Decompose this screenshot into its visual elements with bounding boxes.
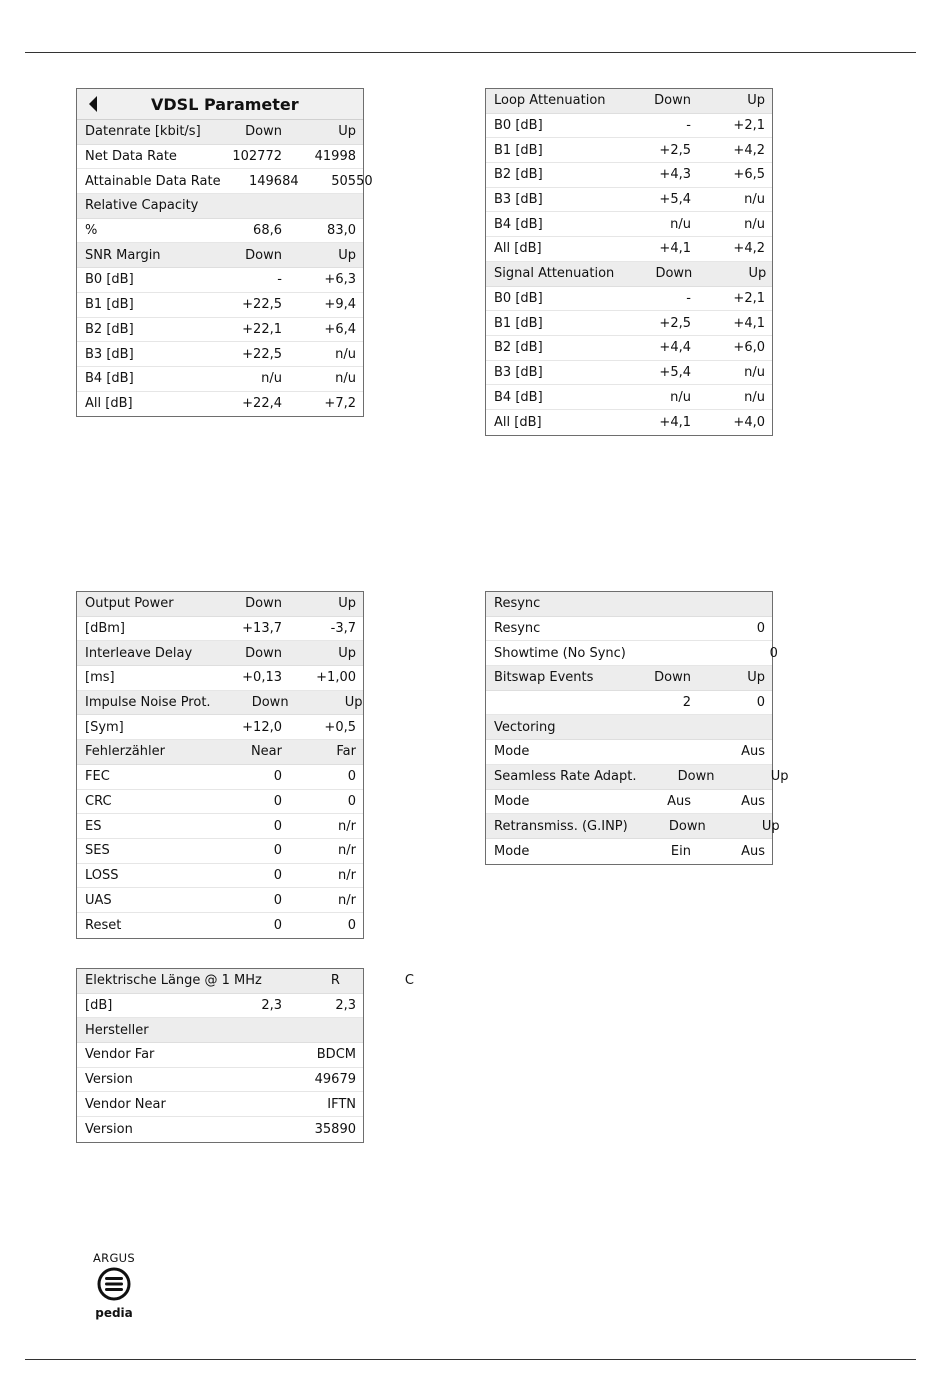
row-label: B2 [dB] (494, 167, 543, 183)
table-row (77, 293, 363, 318)
row-value-2: n/r (338, 818, 356, 834)
row-label: Version (85, 1121, 133, 1137)
table-row (486, 114, 772, 139)
menu-lines-icon (97, 1267, 131, 1301)
row-label: Vendor Far (85, 1047, 155, 1063)
row-label: Mode (494, 793, 530, 809)
row-value-1: n/u (670, 389, 691, 405)
row-value-1: Down (677, 769, 715, 785)
row-label: Bitswap Events (494, 670, 594, 686)
row-value-1: Down (245, 124, 282, 140)
logo-bottom-text: pedia (95, 1306, 133, 1320)
row-value-2: 0 (769, 645, 778, 661)
row-value-2: +4,0 (733, 414, 765, 430)
row-label: Hersteller (85, 1022, 149, 1038)
row-value-2: +6,4 (324, 321, 356, 337)
row-value-2: n/u (744, 192, 765, 208)
row-value-2: 0 (756, 695, 765, 711)
table-row (77, 666, 363, 691)
row-label: All [dB] (494, 241, 542, 257)
row-value-1: +4,1 (659, 241, 691, 257)
row-value-2: +2,1 (733, 118, 765, 134)
row-value-2: 50550 (331, 173, 373, 189)
table-row (486, 740, 772, 765)
panel-length-vendor (76, 968, 414, 1143)
row-label: FEC (85, 769, 110, 785)
table-row (77, 1092, 363, 1117)
table-row (486, 237, 772, 262)
row-value-2: 2,3 (335, 998, 356, 1014)
table-row (77, 715, 363, 740)
row-value-1: +4,3 (659, 167, 691, 183)
row-label: CRC (85, 793, 112, 809)
row-value-2: +6,3 (324, 272, 356, 288)
logo-top-text: ARGUS (93, 1251, 135, 1265)
section-header-row (486, 262, 772, 287)
row-value-1: Down (655, 266, 693, 282)
row-label: B1 [dB] (494, 142, 543, 158)
panel-attenuation (485, 88, 773, 436)
row-value-2: BDCM (316, 1047, 356, 1063)
row-label: Mode (494, 744, 530, 760)
row-value-1: +2,5 (659, 142, 691, 158)
row-label: Net Data Rate (85, 149, 177, 165)
section-header-row (486, 592, 772, 617)
row-value-1: 102772 (232, 149, 282, 165)
section-header-row (486, 715, 772, 740)
back-arrow-icon[interactable] (89, 96, 97, 112)
row-value-2: 0 (347, 917, 356, 933)
row-label: % (85, 223, 98, 239)
panel-resync-modes (485, 591, 789, 865)
row-value-1: +22,5 (242, 297, 282, 313)
row-label: Resync (494, 596, 541, 612)
row-value-2: +7,2 (324, 396, 356, 412)
section-header-row (77, 592, 363, 617)
section-header-row (77, 740, 363, 765)
row-label: B3 [dB] (85, 346, 134, 362)
row-value-1: 68,6 (253, 223, 282, 239)
row-value-1: +4,4 (659, 340, 691, 356)
row-value-1: Down (245, 645, 282, 661)
row-value-2: 35890 (314, 1121, 356, 1137)
row-value-2: Up (338, 596, 356, 612)
row-value-2: Up (747, 93, 765, 109)
row-label: Relative Capacity (85, 198, 199, 214)
row-label: B4 [dB] (494, 389, 543, 405)
panel-rows (77, 592, 363, 938)
table-row (77, 888, 363, 913)
table-row (77, 219, 363, 244)
table-row (77, 342, 363, 367)
row-value-1: - (277, 272, 282, 288)
section-header-row (486, 89, 772, 114)
section-header-row (77, 243, 363, 268)
row-label: Signal Attenuation (494, 266, 615, 282)
row-value-1: +5,4 (659, 364, 691, 380)
row-label: Showtime (No Sync) (494, 645, 626, 661)
row-value-2: n/u (744, 216, 765, 232)
row-value-2: 0 (347, 793, 356, 809)
row-value-2: Up (747, 670, 765, 686)
row-value-1: 2 (682, 695, 691, 711)
table-row (486, 641, 778, 666)
row-value-1: 0 (273, 769, 282, 785)
row-value-1: - (686, 290, 691, 306)
row-label: Interleave Delay (85, 645, 193, 661)
row-value-1: 0 (273, 843, 282, 859)
table-row (77, 367, 363, 392)
row-value-2: Far (336, 744, 356, 760)
row-value-2: +1,00 (316, 670, 356, 686)
row-label: Vendor Near (85, 1096, 166, 1112)
row-value-2: Up (338, 247, 356, 263)
row-value-1: n/u (670, 216, 691, 232)
row-value-2: 0 (756, 621, 765, 637)
section-header-row (77, 691, 363, 716)
section-header-row (77, 641, 363, 666)
row-value-2: +9,4 (324, 297, 356, 313)
row-value-2: 49679 (314, 1072, 356, 1088)
bottom-rule (25, 1359, 916, 1360)
row-label: B4 [dB] (494, 216, 543, 232)
row-label: [dBm] (85, 621, 125, 637)
row-label: B4 [dB] (85, 371, 134, 387)
table-row (77, 268, 363, 293)
table-row (77, 814, 363, 839)
title-bar (77, 89, 363, 120)
row-value-1: +22,1 (242, 321, 282, 337)
row-value-1: 0 (273, 892, 282, 908)
row-label: Vectoring (494, 719, 556, 735)
row-value-1: Down (245, 596, 282, 612)
row-label: SES (85, 843, 110, 859)
table-row (77, 1117, 363, 1142)
row-value-1: +22,5 (242, 346, 282, 362)
panel-rows (486, 89, 772, 435)
table-row (486, 336, 772, 361)
row-value-1: Aus (667, 793, 691, 809)
row-value-1: n/u (261, 371, 282, 387)
table-row (486, 361, 772, 386)
row-value-2: Up (761, 818, 780, 834)
row-value-1: +12,0 (242, 719, 282, 735)
table-row (486, 138, 772, 163)
row-value-1: +13,7 (242, 621, 282, 637)
section-header-row (77, 969, 414, 994)
row-label: [ms] (85, 670, 115, 686)
table-row (77, 1068, 363, 1093)
row-value-2: n/r (338, 892, 356, 908)
row-label: B1 [dB] (494, 315, 543, 331)
row-label: B2 [dB] (494, 340, 543, 356)
table-row (77, 765, 363, 790)
row-label: B0 [dB] (85, 272, 134, 288)
row-label: Seamless Rate Adapt. (494, 769, 637, 785)
row-label: Mode (494, 843, 530, 859)
row-value-2: Up (338, 645, 356, 661)
row-label: Version (85, 1072, 133, 1088)
row-value-1: 0 (273, 917, 282, 933)
panel-rows (77, 120, 373, 416)
row-value-1: Down (251, 695, 289, 711)
row-value-1: 0 (273, 818, 282, 834)
row-value-2: n/u (744, 389, 765, 405)
row-value-2: Aus (741, 793, 765, 809)
row-label: Output Power (85, 596, 174, 612)
row-value-2: 83,0 (327, 223, 356, 239)
table-row (486, 311, 772, 336)
panel-rows (77, 969, 414, 1142)
argus-pedia-logo (88, 1251, 140, 1320)
row-label: [dB] (85, 998, 113, 1014)
row-value-1: 2,3 (261, 998, 282, 1014)
table-row (486, 410, 772, 435)
row-label: All [dB] (85, 396, 133, 412)
table-row (77, 145, 363, 170)
row-value-2: n/u (744, 364, 765, 380)
row-label: B0 [dB] (494, 118, 543, 134)
row-value-2: Up (770, 769, 789, 785)
table-row (77, 913, 363, 938)
table-row (77, 617, 363, 642)
row-label: Impulse Noise Prot. (85, 695, 211, 711)
row-value-2: Up (748, 266, 767, 282)
row-label: LOSS (85, 867, 119, 883)
table-row (486, 691, 772, 716)
row-value-2: +4,2 (733, 241, 765, 257)
table-row (486, 790, 772, 815)
table-row (486, 188, 772, 213)
table-row (77, 864, 363, 889)
row-value-1: +22,4 (242, 396, 282, 412)
row-value-2: -3,7 (330, 621, 356, 637)
row-value-1: Down (668, 818, 706, 834)
row-label: Retransmiss. (G.INP) (494, 818, 628, 834)
section-header-row (486, 814, 780, 839)
row-value-1: Down (654, 93, 691, 109)
row-value-2: C (404, 973, 414, 989)
row-label: Loop Attenuation (494, 93, 606, 109)
row-value-1: +2,5 (659, 315, 691, 331)
row-value-2: 41998 (314, 149, 356, 165)
table-row (77, 1043, 363, 1068)
row-value-2: +0,5 (324, 719, 356, 735)
table-row (77, 994, 363, 1019)
panel-vdsl-parameter (76, 88, 373, 417)
row-label: Datenrate [kbit/s] (85, 124, 201, 140)
row-label: Attainable Data Rate (85, 173, 221, 189)
row-value-2: Up (338, 124, 356, 140)
table-row (486, 617, 772, 642)
row-label: ES (85, 818, 102, 834)
row-label: [Sym] (85, 719, 124, 735)
table-row (77, 790, 363, 815)
section-header-row (77, 120, 363, 145)
row-value-2: 0 (347, 769, 356, 785)
row-value-2: IFTN (327, 1096, 356, 1112)
row-value-2: Aus (741, 843, 765, 859)
row-value-1: Near (250, 744, 282, 760)
row-value-2: Up (344, 695, 363, 711)
table-row (486, 839, 772, 864)
table-row (486, 287, 772, 312)
table-row (486, 212, 772, 237)
row-value-2: n/u (335, 346, 356, 362)
section-header-row (486, 666, 772, 691)
row-value-2: +4,1 (733, 315, 765, 331)
section-header-row (486, 765, 789, 790)
row-value-1: R (330, 973, 340, 989)
table-row (486, 163, 772, 188)
row-value-1: +0,13 (242, 670, 282, 686)
table-row (77, 392, 363, 417)
row-value-2: +2,1 (733, 290, 765, 306)
row-value-2: +4,2 (733, 142, 765, 158)
table-row (77, 318, 363, 343)
section-header-row (77, 1018, 363, 1043)
row-label: B1 [dB] (85, 297, 134, 313)
row-value-1: 0 (273, 867, 282, 883)
section-header-row (77, 194, 363, 219)
row-value-1: 149684 (248, 173, 299, 189)
row-value-1: +5,4 (659, 192, 691, 208)
panel-power-errors (76, 591, 364, 939)
row-value-2: n/u (335, 371, 356, 387)
row-label: B3 [dB] (494, 364, 543, 380)
row-value-2: +6,0 (733, 340, 765, 356)
row-value-2: n/r (338, 843, 356, 859)
row-value-1: Down (654, 670, 691, 686)
row-label: All [dB] (494, 414, 542, 430)
row-value-2: n/r (338, 867, 356, 883)
panel-rows (486, 592, 789, 864)
row-label: Elektrische Länge @ 1 MHz (85, 973, 262, 989)
row-value-1: Ein (670, 843, 691, 859)
page-title: VDSL Parameter (151, 94, 299, 114)
row-value-2: Aus (741, 744, 765, 760)
row-label: Fehlerzähler (85, 744, 165, 760)
row-label: B2 [dB] (85, 321, 134, 337)
table-row (486, 385, 772, 410)
row-label: B0 [dB] (494, 290, 543, 306)
table-row (77, 169, 373, 194)
row-label: SNR Margin (85, 247, 161, 263)
top-rule (25, 52, 916, 53)
row-value-1: - (686, 118, 691, 134)
row-label: B3 [dB] (494, 192, 543, 208)
row-value-1: Down (245, 247, 282, 263)
row-label: Resync (494, 621, 541, 637)
row-value-1: +4,1 (659, 414, 691, 430)
row-label: Reset (85, 917, 122, 933)
row-label: UAS (85, 892, 112, 908)
table-row (77, 839, 363, 864)
row-value-1: 0 (273, 793, 282, 809)
row-value-2: +6,5 (733, 167, 765, 183)
